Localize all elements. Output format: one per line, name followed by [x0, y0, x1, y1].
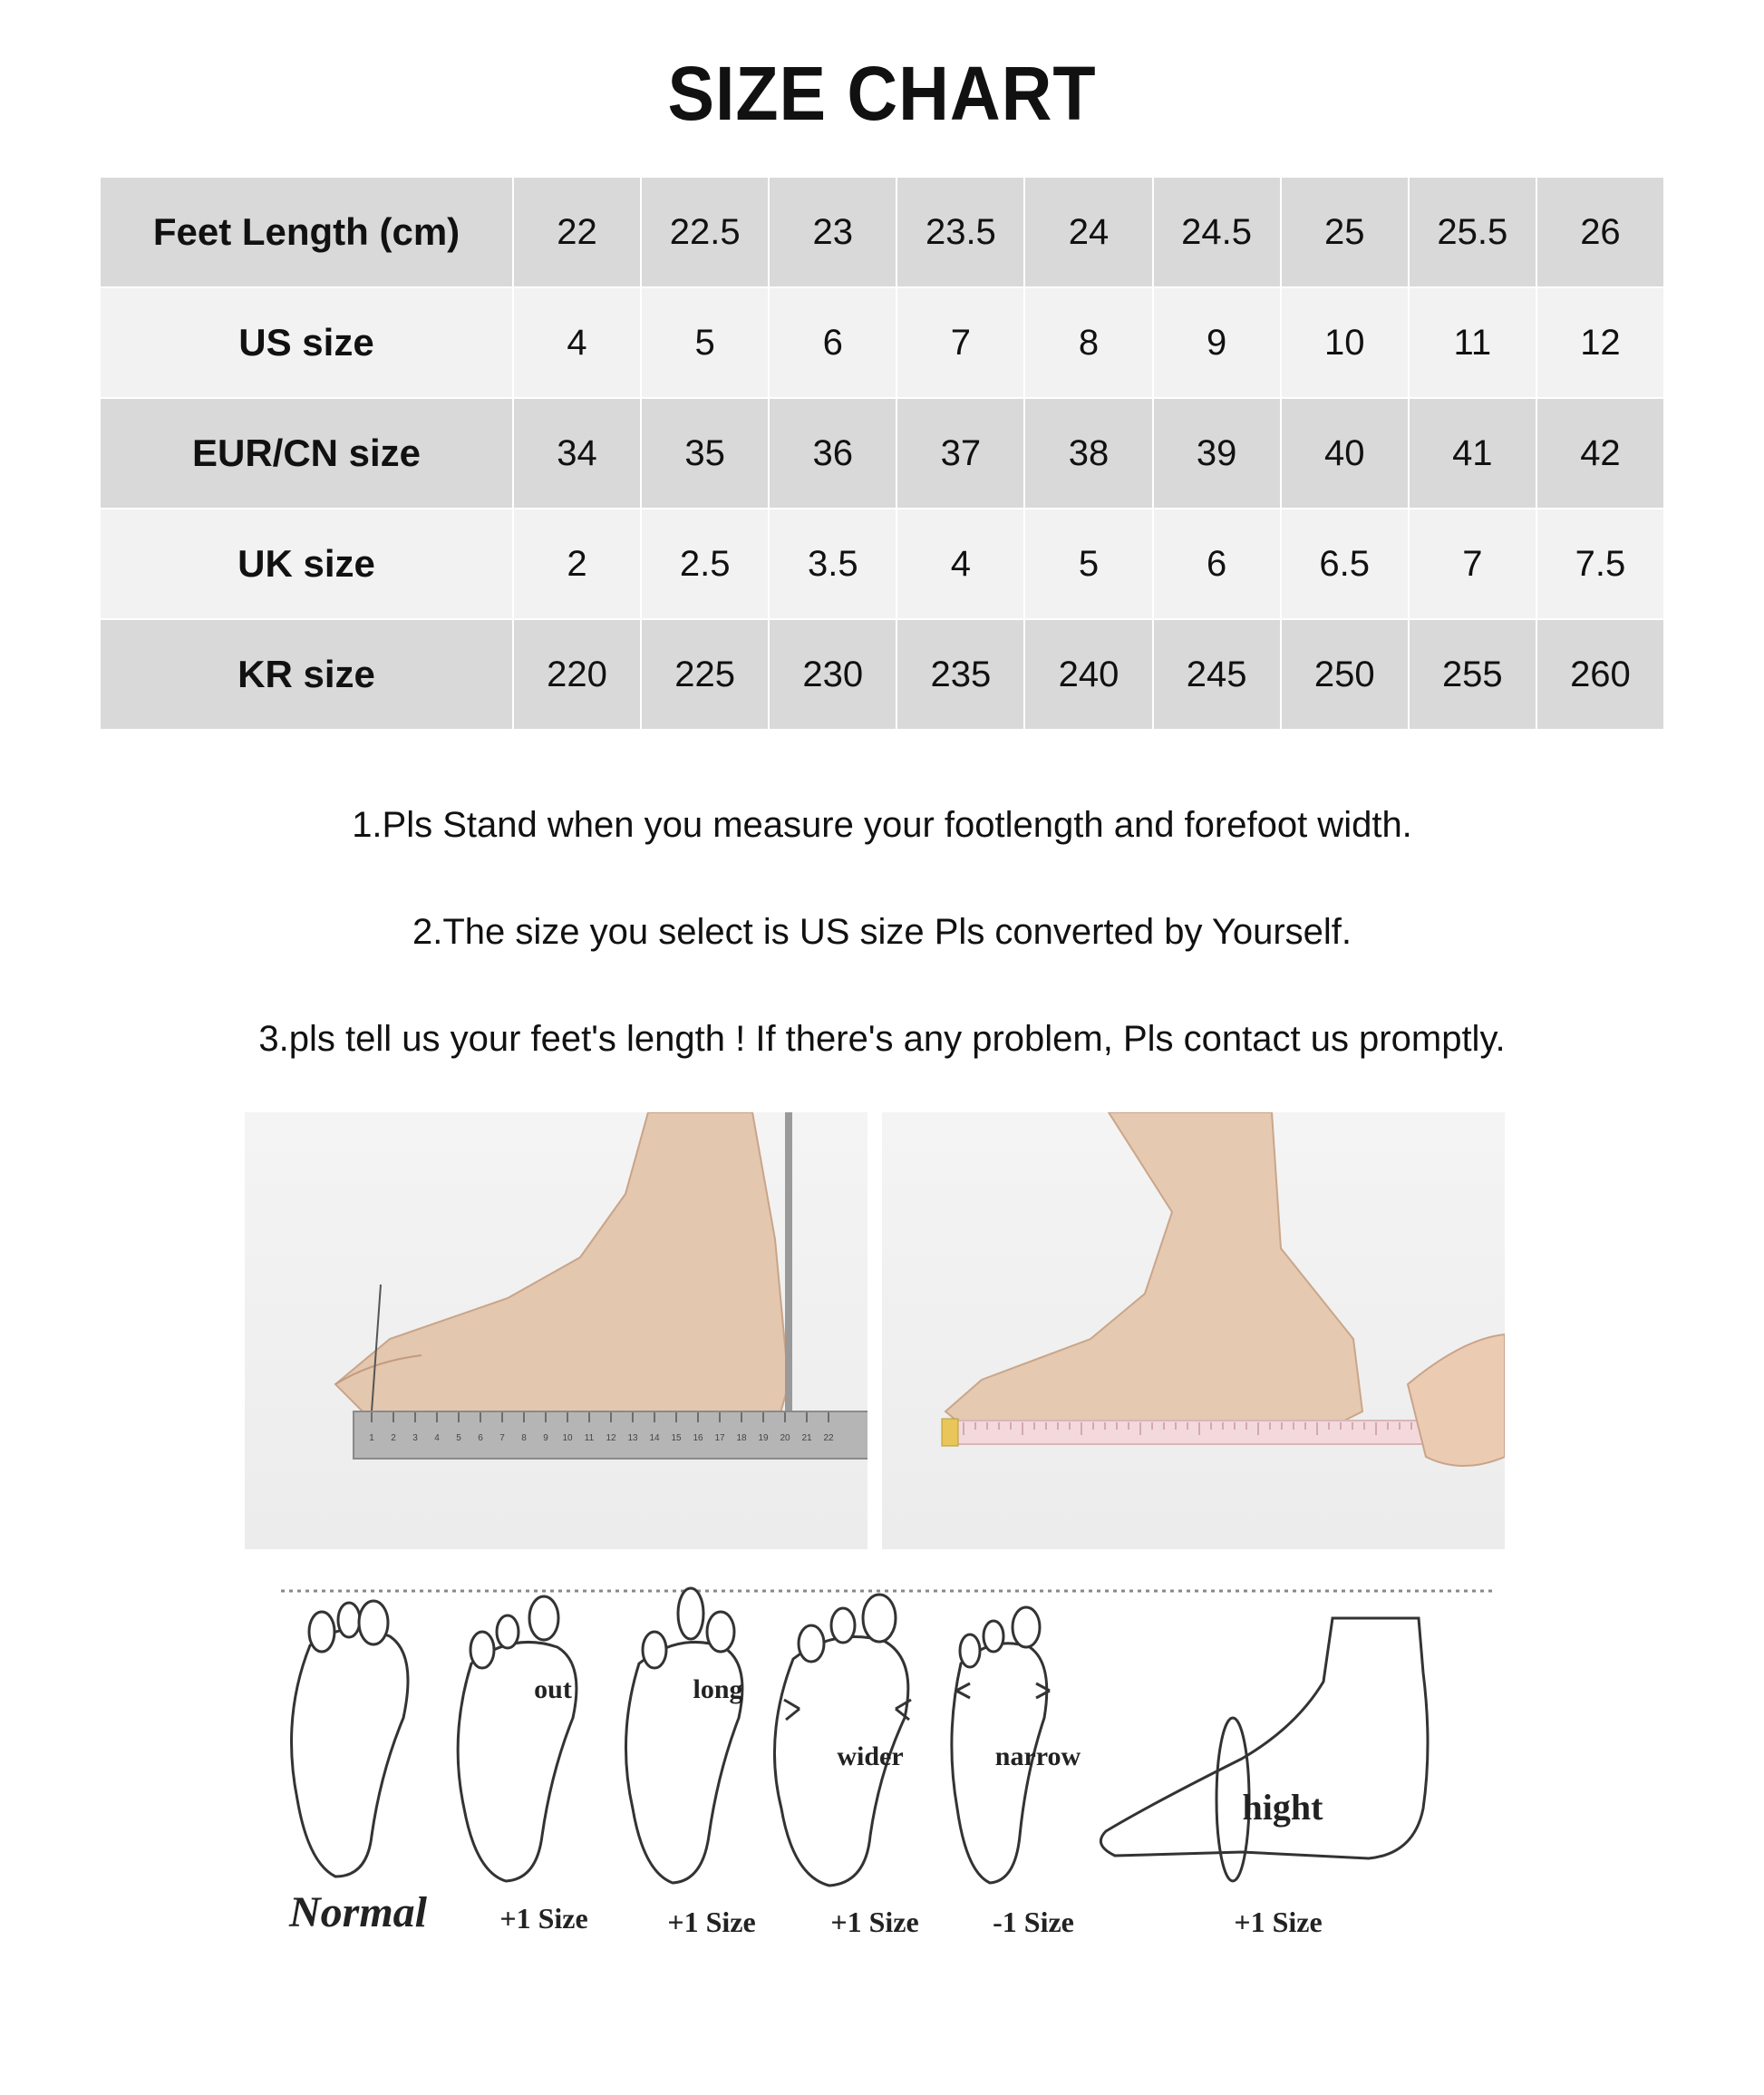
- high-instep-foot-sketch: [1100, 1618, 1428, 1881]
- table-cell: 36: [769, 398, 897, 509]
- normal-foot-sketch: [292, 1601, 408, 1877]
- table-cell: 2: [513, 509, 641, 619]
- table-cell: 225: [641, 619, 769, 730]
- table-cell: 6.5: [1281, 509, 1409, 619]
- table-cell: 42: [1536, 398, 1664, 509]
- ruler-tick-label: 22: [823, 1433, 834, 1443]
- table-cell: 10: [1281, 287, 1409, 398]
- table-cell: 6: [1153, 509, 1281, 619]
- ruler-tick-label: 18: [736, 1433, 747, 1443]
- size-adjust-caption: Normal: [288, 1888, 428, 1936]
- table-cell: 7.5: [1536, 509, 1664, 619]
- ruler-tick-label: 12: [606, 1433, 616, 1443]
- long-foot-sketch: [625, 1588, 741, 1883]
- instruction-note-1: 1.Pls Stand when you measure your footlength and forefoot width.: [352, 805, 1412, 845]
- table-cell: 26: [1536, 177, 1664, 287]
- table-cell: 39: [1153, 398, 1281, 509]
- table-cell: 34: [513, 398, 641, 509]
- table-row: [100, 619, 1664, 730]
- foot-ruler-photo: [245, 1112, 867, 1549]
- table-cell: 255: [1409, 619, 1536, 730]
- ruler-tick-label: 7: [499, 1433, 505, 1443]
- table-cell: 35: [641, 398, 769, 509]
- size-adjust-caption: +1 Size: [499, 1902, 588, 1935]
- table-cell: 240: [1024, 619, 1152, 730]
- ruler-tick-label: 5: [456, 1433, 461, 1443]
- ruler-tick-label: 1: [369, 1433, 374, 1443]
- ruler-tick-label: 11: [584, 1433, 595, 1443]
- instruction-note-2: 2.The size you select is US size Pls converted by Yourself.: [412, 912, 1352, 952]
- table-cell: 22: [513, 177, 641, 287]
- size-adjust-caption: +1 Size: [830, 1906, 919, 1938]
- table-row: [100, 287, 1664, 398]
- ruler-tick-label: 8: [521, 1433, 527, 1443]
- table-cell: 230: [769, 619, 897, 730]
- size-chart-table: [99, 176, 1665, 731]
- ruler-tick-label: 9: [543, 1433, 548, 1443]
- table-cell: 11: [1409, 287, 1536, 398]
- table-cell: 25.5: [1409, 177, 1536, 287]
- instruction-note-3: 3.pls tell us your feet's length ! If there's any problem, Pls contact us promptly.: [258, 1019, 1506, 1059]
- row-header: US size: [100, 287, 513, 398]
- table-cell: 38: [1024, 398, 1152, 509]
- foot-type-sketches: [245, 1564, 1505, 1990]
- foot-type-label: out: [534, 1674, 572, 1704]
- table-cell: 245: [1153, 619, 1281, 730]
- ruler-tick-label: 13: [627, 1433, 638, 1443]
- row-header: UK size: [100, 509, 513, 619]
- ruler-tick-label: 14: [649, 1433, 660, 1443]
- table-cell: 40: [1281, 398, 1409, 509]
- foot-type-label: narrow: [994, 1741, 1081, 1771]
- ruler-tick-label: 10: [562, 1433, 573, 1443]
- table-cell: 235: [897, 619, 1024, 730]
- table-cell: 25: [1281, 177, 1409, 287]
- ruler-tick-label: 2: [391, 1433, 396, 1443]
- table-cell: 23: [769, 177, 897, 287]
- table-cell: 3.5: [769, 509, 897, 619]
- table-cell: 7: [1409, 509, 1536, 619]
- out-foot-sketch: [458, 1596, 577, 1881]
- wider-foot-sketch: [774, 1595, 911, 1886]
- foot-shape: [945, 1112, 1362, 1434]
- ruler-tick-label: 21: [801, 1433, 812, 1443]
- table-cell: 24: [1024, 177, 1152, 287]
- foot-type-label: hight: [1242, 1787, 1323, 1828]
- table-cell: 12: [1536, 287, 1664, 398]
- foot-type-label: long: [693, 1674, 743, 1704]
- page-title: SIZE CHART: [667, 51, 1097, 136]
- table-cell: 260: [1536, 619, 1664, 730]
- table-cell: 22.5: [641, 177, 769, 287]
- size-adjust-caption: +1 Size: [667, 1906, 756, 1938]
- table-cell: 2.5: [641, 509, 769, 619]
- foot-type-label: wider: [837, 1741, 904, 1771]
- table-cell: 8: [1024, 287, 1152, 398]
- tape-measure: [944, 1421, 1451, 1444]
- ruler-tick-label: 15: [671, 1433, 682, 1443]
- table-cell: 41: [1409, 398, 1536, 509]
- foot-shape: [335, 1112, 789, 1416]
- table-row: [100, 509, 1664, 619]
- ruler-tick-label: 20: [780, 1433, 790, 1443]
- table-cell: 220: [513, 619, 641, 730]
- ruler-tick-label: 17: [714, 1433, 725, 1443]
- table-cell: 4: [513, 287, 641, 398]
- table-cell: 24.5: [1153, 177, 1281, 287]
- table-row: [100, 398, 1664, 509]
- table-cell: 9: [1153, 287, 1281, 398]
- table-cell: 5: [1024, 509, 1152, 619]
- row-header: KR size: [100, 619, 513, 730]
- table-cell: 250: [1281, 619, 1409, 730]
- hand-shape: [1408, 1334, 1505, 1466]
- ruler-tick-label: 16: [693, 1433, 703, 1443]
- table-cell: 23.5: [897, 177, 1024, 287]
- row-header: EUR/CN size: [100, 398, 513, 509]
- table-cell: 37: [897, 398, 1024, 509]
- ruler-tick-label: 4: [434, 1433, 440, 1443]
- foot-tape-photo: [882, 1112, 1505, 1549]
- size-adjust-caption: -1 Size: [993, 1906, 1074, 1938]
- table-cell: 5: [641, 287, 769, 398]
- table-cell: 6: [769, 287, 897, 398]
- table-row: [100, 177, 1664, 287]
- row-header: Feet Length (cm): [100, 177, 513, 287]
- ruler-tick-label: 19: [758, 1433, 769, 1443]
- size-adjust-caption: +1 Size: [1234, 1906, 1323, 1938]
- table-cell: 7: [897, 287, 1024, 398]
- table-cell: 4: [897, 509, 1024, 619]
- ruler-tick-label: 3: [412, 1433, 418, 1443]
- ruler-tick-label: 6: [478, 1433, 483, 1443]
